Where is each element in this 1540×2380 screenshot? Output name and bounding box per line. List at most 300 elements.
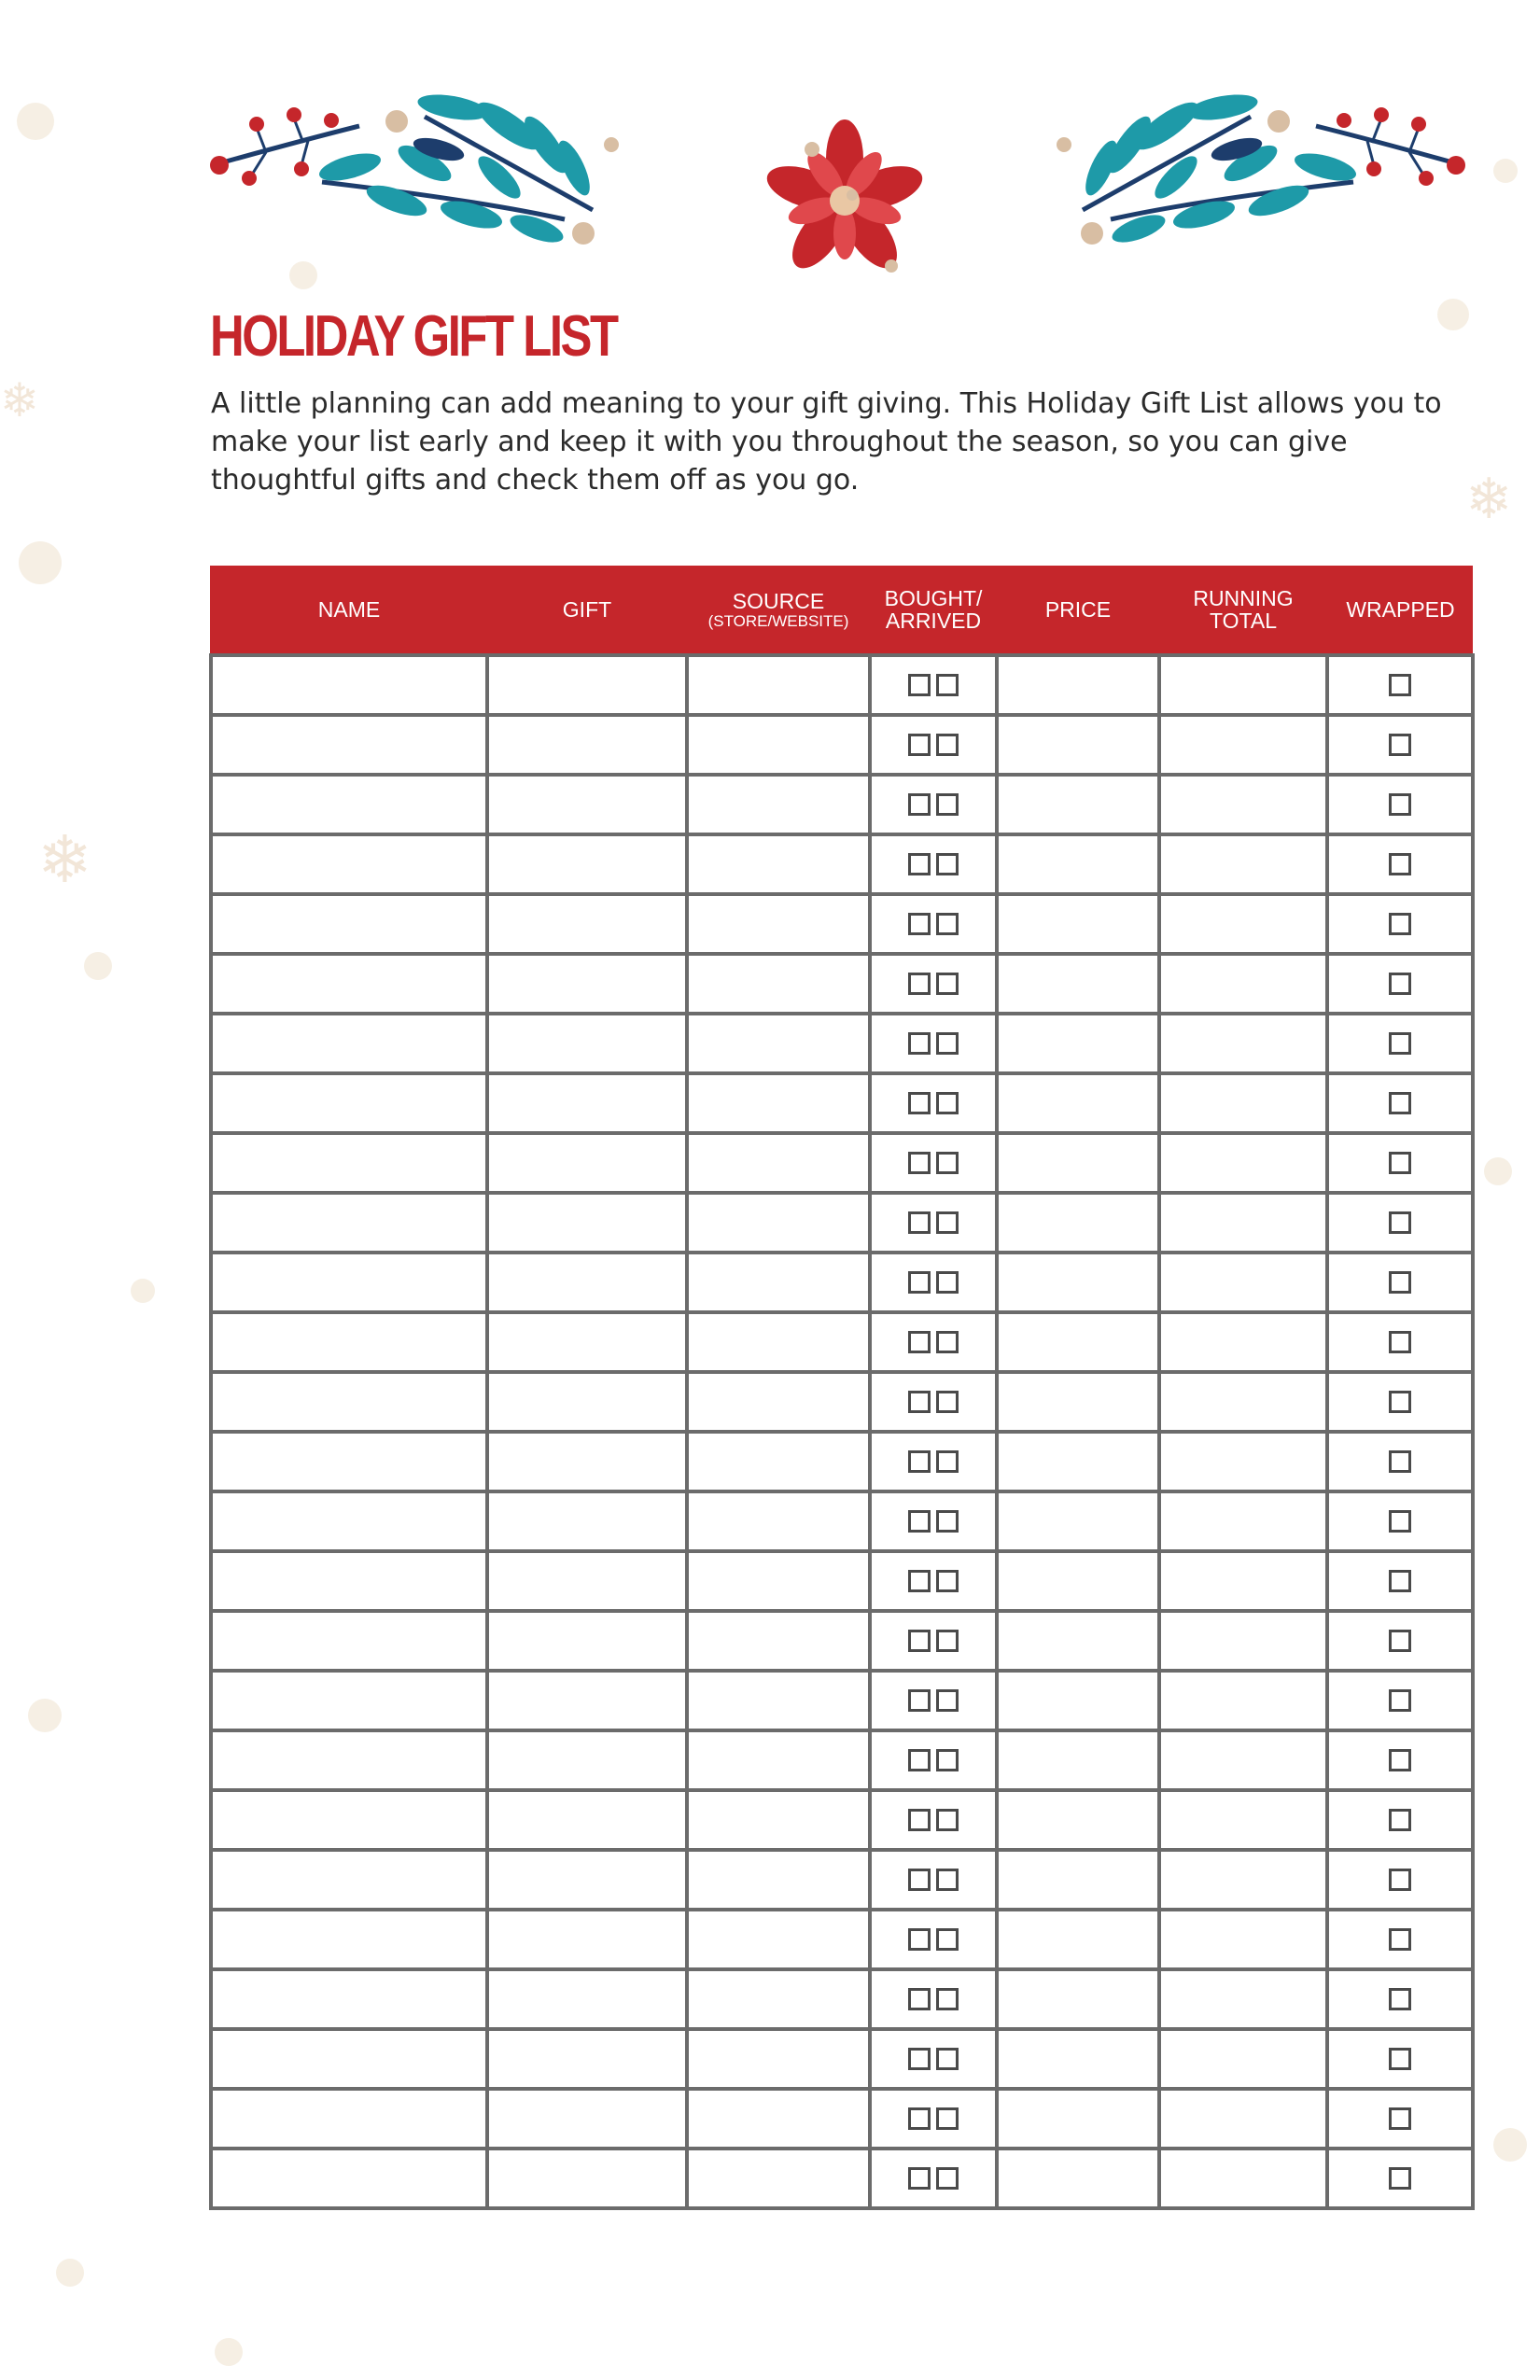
wrapped-checkbox[interactable] <box>1389 1809 1411 1831</box>
arrived-checkbox[interactable] <box>936 2048 959 2070</box>
wrapped-cell <box>1327 1014 1473 1073</box>
gift-cell[interactable] <box>487 655 687 715</box>
wrapped-cell <box>1327 1133 1473 1193</box>
running-total-cell[interactable] <box>1159 2089 1327 2149</box>
wrapped-checkbox[interactable] <box>1389 1271 1411 1294</box>
header-running-label: RUNNING <box>1193 586 1294 610</box>
bought-arrived-cell <box>870 1312 997 1372</box>
name-cell[interactable] <box>211 1432 487 1491</box>
name-cell[interactable] <box>211 1850 487 1910</box>
running-total-cell[interactable] <box>1159 1730 1327 1790</box>
wrapped-checkbox[interactable] <box>1389 2107 1411 2130</box>
wrapped-checkbox[interactable] <box>1389 1570 1411 1592</box>
wrapped-cell <box>1327 2029 1473 2089</box>
table-row <box>211 894 1473 954</box>
running-total-cell[interactable] <box>1159 1611 1327 1671</box>
source-cell[interactable] <box>687 1014 870 1073</box>
header-bought-arrived <box>870 566 997 655</box>
name-cell[interactable] <box>211 1969 487 2029</box>
source-cell[interactable] <box>687 1910 870 1969</box>
name-cell[interactable] <box>211 2089 487 2149</box>
price-cell[interactable] <box>997 834 1159 894</box>
running-total-cell[interactable] <box>1159 715 1327 775</box>
snowflake-icon: ❄ <box>0 373 39 427</box>
wrapped-checkbox[interactable] <box>1389 1928 1411 1951</box>
gift-cell[interactable] <box>487 2089 687 2149</box>
table-row <box>211 1014 1473 1073</box>
arrived-checkbox[interactable] <box>936 1630 959 1652</box>
arrived-checkbox[interactable] <box>936 2107 959 2130</box>
bought-checkbox[interactable] <box>908 1450 931 1473</box>
wrapped-cell <box>1327 1193 1473 1253</box>
price-cell[interactable] <box>997 1730 1159 1790</box>
running-total-cell[interactable] <box>1159 954 1327 1014</box>
table-row <box>211 1850 1473 1910</box>
running-total-cell[interactable] <box>1159 1551 1327 1611</box>
table-row <box>211 1969 1473 2029</box>
price-cell[interactable] <box>997 954 1159 1014</box>
price-cell[interactable] <box>997 1790 1159 1850</box>
price-cell[interactable] <box>997 2149 1159 2208</box>
wrapped-cell <box>1327 1551 1473 1611</box>
name-cell[interactable] <box>211 1253 487 1312</box>
bought-checkbox[interactable] <box>908 1749 931 1771</box>
running-total-cell[interactable] <box>1159 894 1327 954</box>
bought-arrived-cell <box>870 715 997 775</box>
gift-cell[interactable] <box>487 775 687 834</box>
gift-cell[interactable] <box>487 1551 687 1611</box>
source-cell[interactable] <box>687 715 870 775</box>
gift-cell[interactable] <box>487 1253 687 1312</box>
bought-checkbox[interactable] <box>908 1869 931 1891</box>
gift-cell[interactable] <box>487 1611 687 1671</box>
bought-arrived-cell <box>870 2149 997 2208</box>
running-total-cell[interactable] <box>1159 1372 1327 1432</box>
wrapped-checkbox[interactable] <box>1389 1689 1411 1712</box>
arrived-checkbox[interactable] <box>936 1809 959 1831</box>
source-cell[interactable] <box>687 1073 870 1133</box>
wrapped-cell <box>1327 715 1473 775</box>
gift-cell[interactable] <box>487 1073 687 1133</box>
gift-cell[interactable] <box>487 834 687 894</box>
wrapped-checkbox[interactable] <box>1389 1988 1411 2010</box>
price-cell[interactable] <box>997 894 1159 954</box>
header-source <box>687 566 870 655</box>
snow-dot <box>1437 299 1469 330</box>
source-cell[interactable] <box>687 1372 870 1432</box>
wrapped-checkbox[interactable] <box>1389 2048 1411 2070</box>
arrived-checkbox[interactable] <box>936 1869 959 1891</box>
header-wrapped-label: WRAPPED <box>1346 597 1455 622</box>
snow-dot <box>1493 2128 1527 2162</box>
bought-checkbox[interactable] <box>908 973 931 995</box>
name-cell[interactable] <box>211 2029 487 2089</box>
wrapped-checkbox[interactable] <box>1389 913 1411 935</box>
bought-checkbox[interactable] <box>908 1032 931 1055</box>
arrived-checkbox[interactable] <box>936 2167 959 2190</box>
bought-checkbox[interactable] <box>908 1570 931 1592</box>
arrived-checkbox[interactable] <box>936 793 959 816</box>
table-header-row <box>211 566 1473 655</box>
table-row <box>211 1073 1473 1133</box>
running-total-cell[interactable] <box>1159 775 1327 834</box>
header-running-total <box>1159 566 1327 655</box>
header-bought-label: BOUGHT/ <box>884 586 983 610</box>
table-row <box>211 1790 1473 1850</box>
running-total-cell[interactable] <box>1159 1432 1327 1491</box>
bought-checkbox[interactable] <box>908 2107 931 2130</box>
wrapped-checkbox[interactable] <box>1389 1630 1411 1652</box>
table-row <box>211 1193 1473 1253</box>
header-source-sub: (STORE/WEBSITE) <box>707 611 849 630</box>
running-total-cell[interactable] <box>1159 1073 1327 1133</box>
wrapped-checkbox[interactable] <box>1389 734 1411 756</box>
bought-checkbox[interactable] <box>908 1211 931 1234</box>
bought-arrived-cell <box>870 1611 997 1671</box>
source-cell[interactable] <box>687 1253 870 1312</box>
price-cell[interactable] <box>997 1133 1159 1193</box>
running-total-cell[interactable] <box>1159 1193 1327 1253</box>
gift-cell[interactable] <box>487 1432 687 1491</box>
price-cell[interactable] <box>997 655 1159 715</box>
snow-dot <box>215 2338 243 2366</box>
arrived-checkbox[interactable] <box>936 1092 959 1114</box>
price-cell[interactable] <box>997 1014 1159 1073</box>
gift-cell[interactable] <box>487 715 687 775</box>
bought-checkbox[interactable] <box>908 2167 931 2190</box>
bought-checkbox[interactable] <box>908 1630 931 1652</box>
poinsettia-icon <box>762 119 928 277</box>
running-total-cell[interactable] <box>1159 1312 1327 1372</box>
running-total-cell[interactable] <box>1159 1253 1327 1312</box>
wrapped-checkbox[interactable] <box>1389 1869 1411 1891</box>
table-row <box>211 1551 1473 1611</box>
source-cell[interactable] <box>687 1491 870 1551</box>
bought-arrived-cell <box>870 1730 997 1790</box>
bought-arrived-cell <box>870 1014 997 1073</box>
gift-list-table <box>209 566 1475 2210</box>
source-cell[interactable] <box>687 954 870 1014</box>
gift-cell[interactable] <box>487 1850 687 1910</box>
bought-arrived-cell <box>870 1850 997 1910</box>
gift-cell[interactable] <box>487 2149 687 2208</box>
wrapped-cell <box>1327 655 1473 715</box>
arrived-checkbox[interactable] <box>936 674 959 696</box>
table-row <box>211 2149 1473 2208</box>
price-cell[interactable] <box>997 1910 1159 1969</box>
name-cell[interactable] <box>211 1014 487 1073</box>
source-cell[interactable] <box>687 894 870 954</box>
bought-arrived-cell <box>870 2089 997 2149</box>
wrapped-cell <box>1327 834 1473 894</box>
wrapped-cell <box>1327 894 1473 954</box>
running-total-cell[interactable] <box>1159 1491 1327 1551</box>
bought-checkbox[interactable] <box>908 1092 931 1114</box>
price-cell[interactable] <box>997 1850 1159 1910</box>
wrapped-cell <box>1327 2089 1473 2149</box>
bought-checkbox[interactable] <box>908 853 931 875</box>
table-row <box>211 1253 1473 1312</box>
gift-cell[interactable] <box>487 1671 687 1730</box>
wrapped-cell <box>1327 1073 1473 1133</box>
name-cell[interactable] <box>211 655 487 715</box>
gift-cell[interactable] <box>487 1910 687 1969</box>
name-cell[interactable] <box>211 1611 487 1671</box>
snow-dot <box>56 2259 84 2287</box>
bought-checkbox[interactable] <box>908 1689 931 1712</box>
name-cell[interactable] <box>211 1372 487 1432</box>
gift-cell[interactable] <box>487 1193 687 1253</box>
bought-checkbox[interactable] <box>908 1331 931 1353</box>
wrapped-checkbox[interactable] <box>1389 973 1411 995</box>
running-total-cell[interactable] <box>1159 1969 1327 2029</box>
arrived-checkbox[interactable] <box>936 853 959 875</box>
gift-cell[interactable] <box>487 1312 687 1372</box>
bought-arrived-cell <box>870 1073 997 1133</box>
price-cell[interactable] <box>997 1073 1159 1133</box>
bought-checkbox[interactable] <box>908 734 931 756</box>
bought-checkbox[interactable] <box>908 1152 931 1174</box>
running-total-cell[interactable] <box>1159 1790 1327 1850</box>
arrived-checkbox[interactable] <box>936 1211 959 1234</box>
running-total-cell[interactable] <box>1159 2149 1327 2208</box>
gift-cell[interactable] <box>487 1491 687 1551</box>
gift-cell[interactable] <box>487 2029 687 2089</box>
price-cell[interactable] <box>997 1969 1159 2029</box>
arrived-checkbox[interactable] <box>936 1391 959 1413</box>
bought-checkbox[interactable] <box>908 2048 931 2070</box>
name-cell[interactable] <box>211 1671 487 1730</box>
wrapped-cell <box>1327 1850 1473 1910</box>
source-cell[interactable] <box>687 1850 870 1910</box>
arrived-checkbox[interactable] <box>936 1331 959 1353</box>
price-cell[interactable] <box>997 1253 1159 1312</box>
wrapped-checkbox[interactable] <box>1389 1331 1411 1353</box>
wrapped-cell <box>1327 775 1473 834</box>
source-cell[interactable] <box>687 1671 870 1730</box>
table-row <box>211 1491 1473 1551</box>
source-cell[interactable] <box>687 1551 870 1611</box>
gift-cell[interactable] <box>487 1372 687 1432</box>
price-cell[interactable] <box>997 1432 1159 1491</box>
arrived-checkbox[interactable] <box>936 1152 959 1174</box>
arrived-checkbox[interactable] <box>936 734 959 756</box>
running-total-cell[interactable] <box>1159 1014 1327 1073</box>
bought-checkbox[interactable] <box>908 1271 931 1294</box>
name-cell[interactable] <box>211 1910 487 1969</box>
bought-arrived-cell <box>870 2029 997 2089</box>
bought-arrived-cell <box>870 834 997 894</box>
price-cell[interactable] <box>997 775 1159 834</box>
gift-cell[interactable] <box>487 1014 687 1073</box>
table-row <box>211 1133 1473 1193</box>
source-cell[interactable] <box>687 1611 870 1671</box>
wrapped-checkbox[interactable] <box>1389 1211 1411 1234</box>
arrived-checkbox[interactable] <box>936 1570 959 1592</box>
snow-dot <box>1484 1157 1512 1185</box>
price-cell[interactable] <box>997 1551 1159 1611</box>
wrapped-cell <box>1327 1969 1473 2029</box>
header-name <box>211 566 487 655</box>
arrived-checkbox[interactable] <box>936 1271 959 1294</box>
running-total-cell[interactable] <box>1159 1850 1327 1910</box>
price-cell[interactable] <box>997 1372 1159 1432</box>
name-cell[interactable] <box>211 1730 487 1790</box>
name-cell[interactable] <box>211 775 487 834</box>
gift-cell[interactable] <box>487 954 687 1014</box>
arrived-checkbox[interactable] <box>936 1510 959 1533</box>
wrapped-checkbox[interactable] <box>1389 1152 1411 1174</box>
price-cell[interactable] <box>997 2089 1159 2149</box>
source-cell[interactable] <box>687 2089 870 2149</box>
wrapped-checkbox[interactable] <box>1389 1450 1411 1473</box>
table-row <box>211 715 1473 775</box>
source-cell[interactable] <box>687 1432 870 1491</box>
header-gift-label: GIFT <box>562 597 612 622</box>
name-cell[interactable] <box>211 2149 487 2208</box>
bought-checkbox[interactable] <box>908 913 931 935</box>
wrapped-checkbox[interactable] <box>1389 674 1411 696</box>
source-cell[interactable] <box>687 1969 870 2029</box>
price-cell[interactable] <box>997 1611 1159 1671</box>
arrived-checkbox[interactable] <box>936 1689 959 1712</box>
header-price-label: PRICE <box>1044 597 1112 622</box>
bought-checkbox[interactable] <box>908 674 931 696</box>
wrapped-checkbox[interactable] <box>1389 2167 1411 2190</box>
bought-checkbox[interactable] <box>908 1988 931 2010</box>
wrapped-cell <box>1327 1312 1473 1372</box>
gift-cell[interactable] <box>487 1790 687 1850</box>
bought-checkbox[interactable] <box>908 1510 931 1533</box>
table-row <box>211 1730 1473 1790</box>
running-total-cell[interactable] <box>1159 1671 1327 1730</box>
source-cell[interactable] <box>687 2029 870 2089</box>
price-cell[interactable] <box>997 1312 1159 1372</box>
running-total-cell[interactable] <box>1159 655 1327 715</box>
arrived-checkbox[interactable] <box>936 1749 959 1771</box>
wrapped-checkbox[interactable] <box>1389 1092 1411 1114</box>
source-cell[interactable] <box>687 1730 870 1790</box>
wrapped-cell <box>1327 1671 1473 1730</box>
name-cell[interactable] <box>211 954 487 1014</box>
price-cell[interactable] <box>997 1671 1159 1730</box>
bought-checkbox[interactable] <box>908 1809 931 1831</box>
bought-arrived-cell <box>870 1790 997 1850</box>
source-cell[interactable] <box>687 1133 870 1193</box>
wrapped-checkbox[interactable] <box>1389 1749 1411 1771</box>
bought-checkbox[interactable] <box>908 1391 931 1413</box>
price-cell[interactable] <box>997 1193 1159 1253</box>
bought-arrived-cell <box>870 1491 997 1551</box>
header-wrapped <box>1327 566 1473 655</box>
name-cell[interactable] <box>211 1491 487 1551</box>
wrapped-checkbox[interactable] <box>1389 1391 1411 1413</box>
wrapped-cell <box>1327 1611 1473 1671</box>
name-cell[interactable] <box>211 715 487 775</box>
bought-checkbox[interactable] <box>908 793 931 816</box>
name-cell[interactable] <box>211 1312 487 1372</box>
name-cell[interactable] <box>211 1073 487 1133</box>
snowflake-icon: ❄ <box>1465 467 1513 532</box>
gift-cell[interactable] <box>487 1133 687 1193</box>
arrived-checkbox[interactable] <box>936 1032 959 1055</box>
name-cell[interactable] <box>211 1133 487 1193</box>
source-cell[interactable] <box>687 2149 870 2208</box>
price-cell[interactable] <box>997 2029 1159 2089</box>
gift-cell[interactable] <box>487 1730 687 1790</box>
wrapped-cell <box>1327 1432 1473 1491</box>
table-row <box>211 1432 1473 1491</box>
bought-checkbox[interactable] <box>908 1928 931 1951</box>
bought-arrived-cell <box>870 1969 997 2029</box>
wrapped-cell <box>1327 1730 1473 1790</box>
bought-arrived-cell <box>870 1372 997 1432</box>
snow-dot <box>17 103 54 140</box>
price-cell[interactable] <box>997 715 1159 775</box>
arrived-checkbox[interactable] <box>936 1928 959 1951</box>
arrived-checkbox[interactable] <box>936 1450 959 1473</box>
wrapped-checkbox[interactable] <box>1389 793 1411 816</box>
price-cell[interactable] <box>997 1491 1159 1551</box>
arrived-checkbox[interactable] <box>936 913 959 935</box>
running-total-cell[interactable] <box>1159 1133 1327 1193</box>
gift-cell[interactable] <box>487 1969 687 2029</box>
bought-arrived-cell <box>870 1432 997 1491</box>
running-total-cell[interactable] <box>1159 1910 1327 1969</box>
name-cell[interactable] <box>211 894 487 954</box>
name-cell[interactable] <box>211 1551 487 1611</box>
page-title: HOLIDAY GIFT LIST <box>210 304 617 369</box>
wrapped-checkbox[interactable] <box>1389 1510 1411 1533</box>
table-row <box>211 1671 1473 1730</box>
arrived-checkbox[interactable] <box>936 1988 959 2010</box>
source-cell[interactable] <box>687 1790 870 1850</box>
name-cell[interactable] <box>211 1193 487 1253</box>
wrapped-cell <box>1327 1491 1473 1551</box>
wrapped-checkbox[interactable] <box>1389 1032 1411 1055</box>
arrived-checkbox[interactable] <box>936 973 959 995</box>
intro-paragraph: A little planning can add meaning to your gift giving. This Holiday Gift List allows you to make your list early and keep it with you throughout the season, so you can give thoughtful gifts and check them off as you go. <box>211 387 1442 497</box>
running-total-cell[interactable] <box>1159 834 1327 894</box>
header-price <box>997 566 1159 655</box>
source-cell[interactable] <box>687 775 870 834</box>
source-cell[interactable] <box>687 655 870 715</box>
bought-arrived-cell <box>870 954 997 1014</box>
table-row <box>211 655 1473 715</box>
running-total-cell[interactable] <box>1159 2029 1327 2089</box>
header-name-label: NAME <box>317 597 381 622</box>
gift-table-body <box>211 655 1473 2208</box>
holly-poinsettia-garland-icon <box>201 89 1475 294</box>
wrapped-checkbox[interactable] <box>1389 853 1411 875</box>
gift-cell[interactable] <box>487 894 687 954</box>
header-gift <box>487 566 687 655</box>
source-cell[interactable] <box>687 1193 870 1253</box>
table-row <box>211 1312 1473 1372</box>
source-cell[interactable] <box>687 834 870 894</box>
header-source-label: SOURCE <box>732 588 825 613</box>
snow-dot <box>19 541 62 584</box>
wrapped-cell <box>1327 954 1473 1014</box>
bought-arrived-cell <box>870 1133 997 1193</box>
name-cell[interactable] <box>211 1790 487 1850</box>
table-row <box>211 1372 1473 1432</box>
wrapped-cell <box>1327 1372 1473 1432</box>
snow-dot <box>28 1699 62 1732</box>
header-total-label: TOTAL <box>1210 609 1277 633</box>
source-cell[interactable] <box>687 1312 870 1372</box>
name-cell[interactable] <box>211 834 487 894</box>
